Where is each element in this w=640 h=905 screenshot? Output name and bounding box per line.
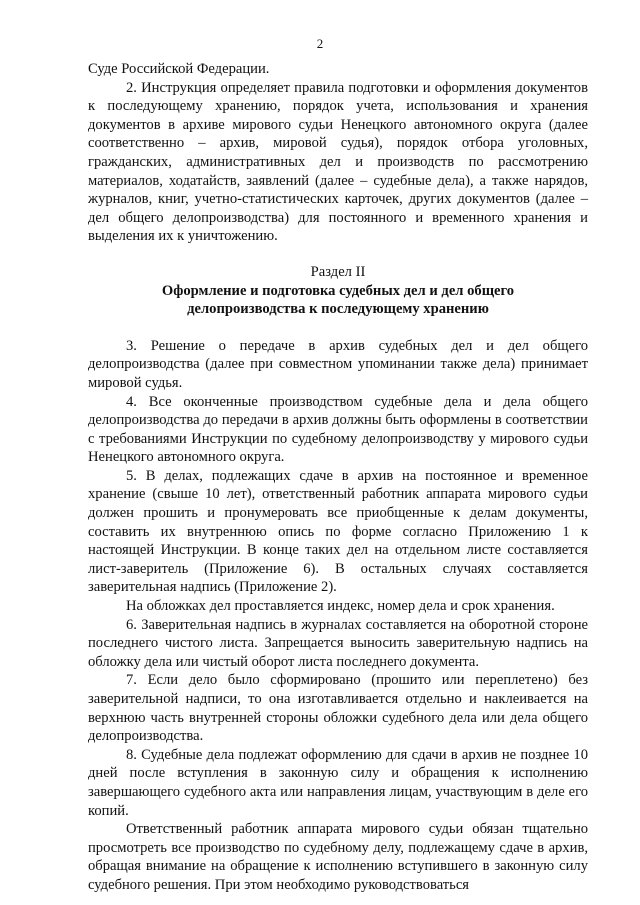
page-number: 2	[316, 36, 324, 51]
paragraph: 2. Инструкция определяет правила подготовки и оформления документов к последующему хранению, порядок учета, использования и хранения документов в архиве мирового судьи Ненецкого автономного округа (далее соответственно – архив, мировой судья), порядок отбора уголовных, гражданских, административных дел и производств по рассмотрению материалов, ходатайств, заявлений (далее – судебные дела), а также нарядов, журналов, книг, учетно-статистических карточек, других документов (далее – дел общего делопроизводства) для постоянного и временного хранения и выделения их к уничтожению.	[88, 79, 588, 245]
section-title	[88, 282, 588, 319]
paragraph: 8. Судебные дела подлежат оформлению для сдачи в архив не позднее 10 дней после вступления в законную силу и обращения к исполнению завершающего судебного акта или направления лицам, участвующим в деле его копий.	[88, 746, 588, 819]
section-label: Раздел II	[310, 263, 366, 280]
paragraph: 4. Все оконченные производством судебные дела и дела общего делопроизводства до передачи в архив должны быть оформлены в соответствии с требованиями Инструкции по судебному делопроизводству у мирового судьи Ненецкого автономного округа.	[88, 393, 588, 466]
document-body	[88, 60, 588, 895]
paragraph: 5. В делах, подлежащих сдаче в архив на постоянное и временное хранение (свыше 10 лет), ответственный работник аппарата мирового судьи должен прошить и пронумеровать все приобщенные к делам документы, составить их внутреннюю опись по форме согласно Приложению 1 к настоящей Инструкции. В конце таких дел на отдельном листе составляется лист-заверитель (Приложение 6). В остальных случаях составляется заверительная надпись (Приложение 2).	[88, 467, 588, 596]
section-title-line: делопроизводства к последующему хранению	[187, 301, 489, 318]
paragraph: На обложках дел проставляется индекс, номер дела и срок хранения.	[126, 598, 555, 615]
paragraph: Суде Российской Федерации.	[88, 61, 270, 77]
paragraph: 3. Решение о передаче в архив судебных дел и дел общего делопроизводства (далее при совместном упоминании также дела) принимает мировой судья.	[88, 337, 588, 391]
paragraph: Ответственный работник аппарата мирового судьи обязан тщательно просмотреть все производство по судебному делу, подлежащему сдаче в архив, обращая внимание на обращение к исполнению вступившего в законную силу судебного решения. При этом необходимо руководствоваться	[88, 821, 588, 893]
paragraph: 7. Если дело было сформировано (прошито или переплетено) без заверительной надписи, то она изготавливается отдельно и наклеивается на верхнюю часть внутренней стороны обложки судебного дела или дела общего делопроизводства.	[88, 672, 588, 745]
section-title-line: Оформление и подготовка судебных дел и дел общего	[161, 282, 515, 299]
paragraph: 6. Заверительная надпись в журналах составляется на оборотной стороне последнего чистого листа. Запрещается выносить заверительную надпись на обложку дела или чистый оборот листа последнего документа.	[88, 616, 588, 670]
